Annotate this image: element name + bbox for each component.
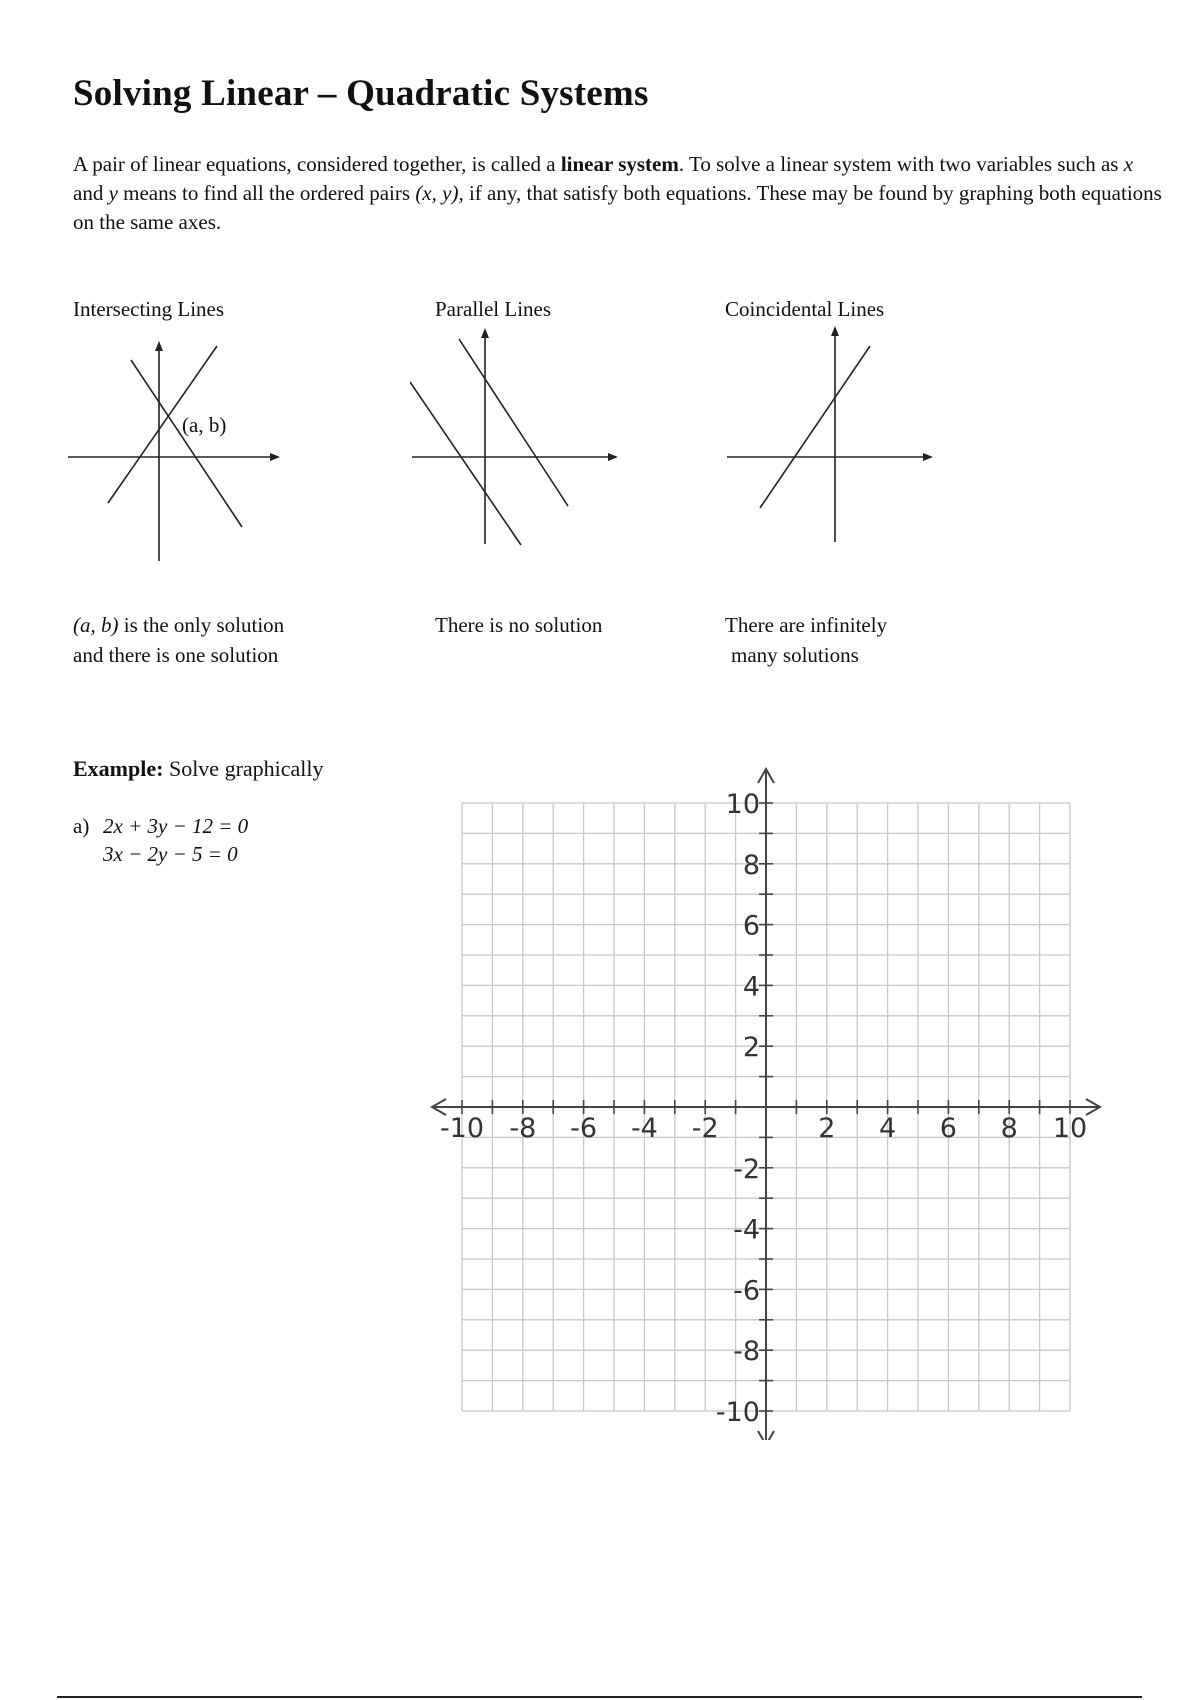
example-label-rest: Solve graphically: [163, 756, 324, 781]
intro-var-y: y: [108, 181, 118, 205]
intro-ordered-pair: (x, y),: [415, 181, 464, 205]
y-axis-arrow: [481, 328, 489, 338]
intro-text-4: means to find all the ordered pairs: [117, 181, 416, 205]
y-tick-label: -8: [733, 1336, 760, 1368]
y-tick-label: 2: [742, 1032, 760, 1064]
intersecting-caption-line2: and there is one solution: [73, 643, 279, 667]
x-tick-label: -4: [630, 1113, 658, 1144]
coincidental-caption-line2: many solutions: [731, 643, 859, 667]
intro-text-5: if any, that satisfy both equations. These may be found by graphing both equations on the same axes.: [73, 181, 1162, 234]
intersecting-caption-line1: is the only solution: [118, 613, 285, 637]
x-tick-label: -2: [691, 1113, 719, 1144]
parallel-lines-heading: Parallel Lines: [435, 297, 552, 321]
x-tick-label: -10: [439, 1113, 485, 1144]
equation-1: 2x + 3y − 12 = 0: [103, 814, 249, 838]
y-tick-label: -10: [715, 1397, 760, 1428]
y-tick-label: -4: [733, 1214, 760, 1246]
y-tick-label: 8: [742, 849, 760, 881]
x-tick-label: 2: [818, 1113, 836, 1144]
coincident-line: [760, 346, 870, 508]
parallel-line-upper: [459, 339, 568, 506]
intro-text-3: and: [73, 181, 109, 205]
intro-paragraph: [73, 150, 1163, 237]
coincidental-caption-line1: There are infinitely: [725, 613, 888, 637]
parallel-lines-sketch: [410, 320, 630, 550]
bottom-rule: [57, 1696, 1142, 1698]
example-label-bold: Example:: [73, 756, 164, 781]
example-label: [73, 756, 324, 782]
intersecting-lines-heading: Intersecting Lines: [73, 297, 225, 321]
coordinate-grid: [425, 760, 1115, 1440]
y-axis-arrow: [831, 326, 839, 336]
x-tick-label: 4: [879, 1113, 897, 1144]
y-axis-arrow: [155, 341, 163, 351]
coincidental-lines-heading: Coincidental Lines: [725, 297, 885, 321]
line-falling: [131, 360, 242, 527]
page-title: Solving Linear – Quadratic Systems: [73, 73, 649, 114]
y-tick-label: 10: [725, 789, 760, 820]
intersecting-lines-sketch: [68, 335, 288, 565]
x-tick-label: 8: [1000, 1113, 1018, 1144]
example-part-label: a): [73, 814, 90, 838]
x-axis-arrow: [270, 453, 280, 461]
x-tick-label: 6: [939, 1113, 957, 1144]
y-tick-label: 4: [742, 971, 760, 1003]
x-tick-label: -6: [570, 1113, 598, 1144]
x-tick-label: 10: [1052, 1113, 1088, 1144]
intro-linear-system-term: linear system: [560, 152, 679, 176]
parallel-caption: There is no solution: [435, 613, 603, 637]
coincidental-lines-sketch: [725, 320, 945, 550]
intro-var-x: x: [1123, 152, 1134, 176]
x-axis-arrow: [923, 453, 933, 461]
x-tick-label: -8: [509, 1113, 537, 1144]
intro-text-1: A pair of linear equations, considered together, is called a: [73, 152, 561, 176]
x-axis-arrow: [608, 453, 618, 461]
y-tick-label: -6: [733, 1275, 760, 1307]
caption-point: (a, b): [73, 613, 119, 637]
intro-text-2: . To solve a linear system with two variables such as: [678, 152, 1124, 176]
y-tick-label: -2: [733, 1153, 760, 1185]
parallel-line-lower: [410, 382, 521, 545]
equation-2: 3x − 2y − 5 = 0: [103, 842, 238, 866]
intersecting-caption: [73, 610, 284, 670]
intersection-point-label: (a, b): [182, 413, 227, 437]
y-tick-label: 6: [742, 910, 760, 942]
coincidental-caption: [725, 610, 887, 670]
